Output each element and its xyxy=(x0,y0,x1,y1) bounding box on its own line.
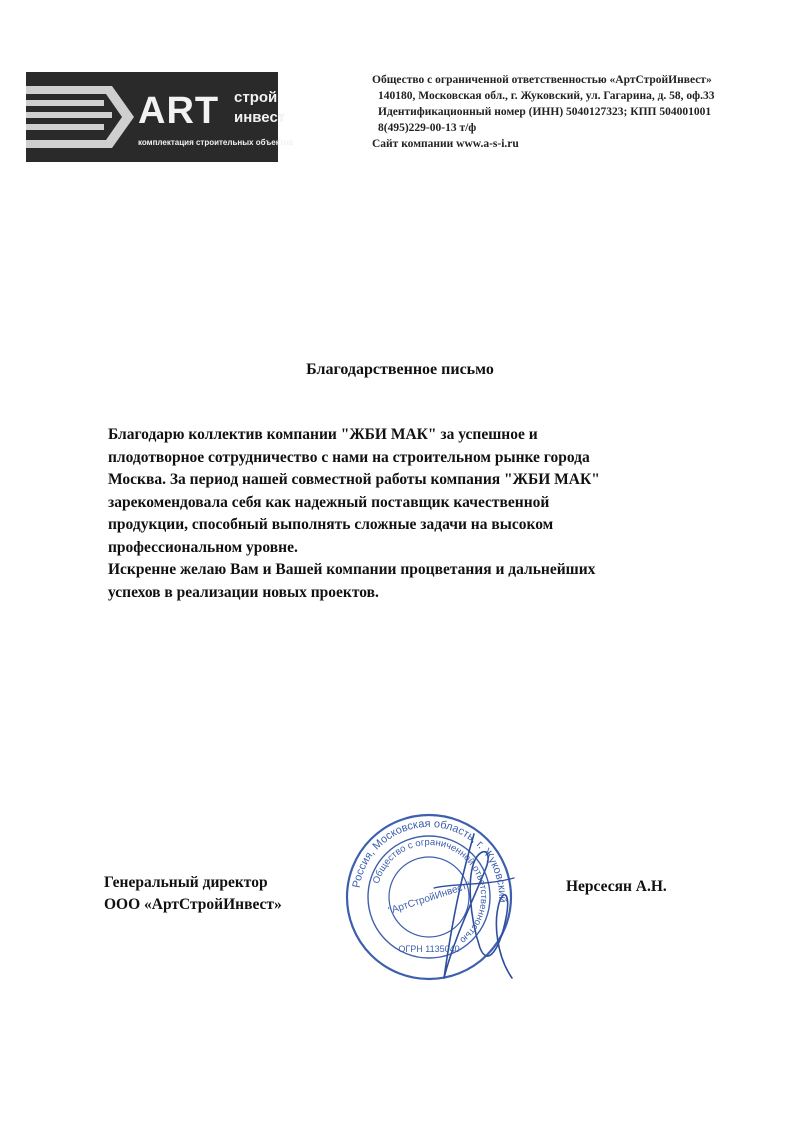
company-info-phone: 8(495)229-00-13 т/ф xyxy=(378,122,477,134)
body-line: зарекомендовала себя как надежный поставщик качественной xyxy=(108,493,550,511)
company-info-website: Сайт компании www.a-s-i.ru xyxy=(372,138,519,150)
company-info-name: Общество с ограниченной ответственностью «АртСтройИнвест» xyxy=(372,74,712,86)
body-line: Москва. За период нашей совместной работы компания "ЖБИ МАК" xyxy=(108,471,600,488)
signatory-block xyxy=(104,872,344,916)
company-logo xyxy=(26,72,294,162)
company-info-inn: Идентификационный номер (ИНН) 5040127323; КПП 504001001 xyxy=(378,106,712,118)
signatory-name: Нерсесян А.Н. xyxy=(566,878,667,895)
stamp-outer-text: Россия, Московская область, г. Жуковский xyxy=(350,817,509,903)
signatory-position: Генеральный директор xyxy=(104,874,268,891)
body-line: Благодарю коллектив компании "ЖБИ МАК" за успешное и xyxy=(108,426,538,443)
body-line: продукции, способный выполнять сложные задачи на высоком xyxy=(108,516,554,533)
body-line: плодотворное сотрудничество с нами на строительном рынке города xyxy=(108,448,590,466)
stamp-center-text: "АртСтройИнвест" xyxy=(387,880,472,917)
letter-title: Благодарственное письмо xyxy=(306,361,494,378)
logo-brand-main: ART xyxy=(138,90,220,132)
body-line: профессиональном уровне. xyxy=(108,538,298,556)
logo-brand-bottom: инвест xyxy=(234,109,286,126)
stamp-ogrn-text: ОГРН 1135040 xyxy=(398,944,460,954)
logo-tagline: комплектация строительных объектов xyxy=(138,138,294,147)
letter-body xyxy=(108,424,728,604)
company-info xyxy=(372,72,772,152)
body-line: успехов в реализации новых проектов. xyxy=(108,583,379,601)
logo-brand-top: строй xyxy=(234,89,278,106)
company-info-address: 140180, Московская обл., г. Жуковский, ул. Гагарина, д. 58, оф.33 xyxy=(378,90,715,102)
stamp-inner-text: Общество с ограниченной ответственностью xyxy=(370,836,490,946)
handwritten-signature xyxy=(414,828,524,988)
signatory-company: ООО «АртСтройИнвест» xyxy=(104,896,282,913)
body-line: Искренне желаю Вам и Вашей компании процветания и дальнейших xyxy=(108,561,596,578)
